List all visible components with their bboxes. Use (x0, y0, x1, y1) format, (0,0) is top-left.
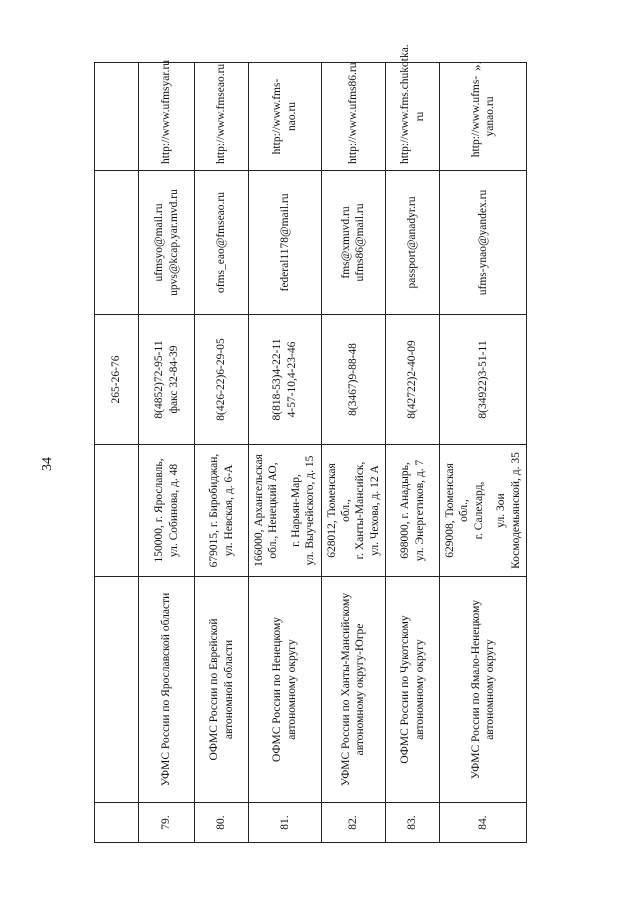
cell-line: г. Ханты-Мансийск, (354, 461, 367, 560)
office-name-cell (95, 577, 139, 803)
address-cell (249, 445, 322, 577)
cell-line: ufmsyo@mail.ru (153, 203, 166, 282)
cell-line: ofms_eao@fmseao.ru (215, 192, 228, 293)
website-cell (139, 59, 195, 171)
table-header-row (95, 63, 139, 843)
phone-cell (249, 315, 322, 445)
office-name-cell (195, 577, 249, 803)
cell-line: http://www.ufmsyar.ru (160, 59, 173, 164)
line-gap (486, 451, 494, 570)
num-cell: 81. (249, 803, 322, 843)
cell-line: автономному округу (413, 639, 426, 740)
email-cell (321, 171, 386, 315)
cell-line: ОФМС России по Ненецкому (271, 617, 284, 763)
num-cell (95, 803, 139, 843)
table-row (139, 63, 195, 843)
cell-line: обл., Ненецкий АО, (267, 462, 280, 559)
num-cell: 82. (321, 803, 386, 843)
cell-line: ОФМС России по Еврейской (208, 618, 221, 761)
address-cell (321, 445, 386, 577)
cell-line: УФМС России по Ямало-Ненецкому (469, 599, 482, 780)
cell-line: http://www.fmseao.ru (215, 63, 228, 164)
table-row (386, 63, 440, 843)
cell-line: 629008, Тюменская обл., (444, 463, 471, 558)
rotated-table-frame (94, 44, 522, 843)
phone-cell (440, 315, 527, 445)
phone-cell (386, 315, 440, 445)
cell-line: http://www.ufms86.ru (347, 62, 360, 164)
cell-line: ул. Невская, д. 6-А (222, 464, 235, 557)
num-cell: 80. (195, 803, 249, 843)
cell-line: 8(426-22)6-29-05 (215, 338, 228, 421)
email-cell (440, 171, 527, 315)
cell-line: 8(34922)3-51-11 (476, 340, 489, 419)
cell-line: 698000, г. Анадырь, (399, 462, 412, 559)
page-number: 34 (40, 457, 55, 471)
cell-line: http://www.ufms-yanao.ru (469, 75, 496, 158)
cell-line: ru (413, 111, 426, 122)
email-cell (139, 171, 195, 315)
cell-line: автономному округу-Югре (354, 623, 367, 756)
address-cell (440, 445, 527, 577)
cell-line: ул. Собинова, д. 48 (167, 463, 180, 558)
cell-line: ул. Чехова, д. 12 А (368, 465, 381, 556)
office-name-cell (139, 577, 195, 803)
cell-line: ufms86@mail.ru (354, 203, 367, 282)
cell-line: ОФМС России по Чукотскому (399, 615, 412, 764)
cell-line: 8(42722)2-40-09 (406, 340, 419, 419)
address-cell (386, 445, 440, 577)
phone-cell (321, 315, 386, 445)
cell-line: автономному округу (285, 639, 298, 740)
line-gap (281, 451, 289, 570)
cell-line: ufms-ynao@yandex.ru (476, 189, 489, 296)
cell-line: ул. Выучейского, д. 15 (304, 455, 317, 566)
num-cell: 83. (386, 803, 440, 843)
cell-line: http://www.fms.chukotka. (399, 44, 412, 164)
website-cell (195, 63, 249, 171)
cell-line: 8(4852)72-95-11 (153, 340, 166, 419)
address-cell (195, 445, 249, 577)
office-name-cell (249, 577, 322, 803)
phone-cell (139, 315, 195, 445)
cell-line: Космодемьянской, д. 35 (509, 452, 522, 569)
num-cell: 84. (440, 803, 527, 843)
cell-line: г. Салехард, (472, 481, 485, 540)
cell-line: upvs@kcap.yar.mvd.ru (167, 189, 180, 296)
website-cell (321, 63, 386, 171)
cell-line: г. Нарьян-Мар, (289, 474, 302, 547)
office-name-cell (440, 577, 527, 803)
cell-line: факс 32-84-39 (167, 345, 180, 414)
table-row (249, 63, 322, 843)
cell-line: ул. Энергетиков, д. 7 (413, 459, 426, 562)
office-name-cell (386, 577, 440, 803)
cell-line: УФМС России по Ханты-Мансийскому (339, 592, 352, 787)
cell-line: 8(3467)9-88-48 (347, 343, 360, 416)
cell-line: 628012, Тюменская обл., (325, 463, 352, 558)
email-cell (386, 171, 440, 315)
cell-line: автономному округу (483, 639, 496, 740)
cell-line: 679015, г. Биробиджан, (208, 453, 221, 568)
cell-line: 4-57-10,4-23-46 (285, 341, 298, 418)
address-cell (139, 445, 195, 577)
cell-line: автономной области (222, 639, 235, 740)
office-name-cell (321, 577, 386, 803)
phone-cell (195, 315, 249, 445)
cell-line: federal1178@mail.ru (278, 193, 291, 292)
website-cell (249, 63, 322, 171)
table-row (321, 63, 386, 843)
closing-quote-mark: ». (468, 61, 484, 71)
table-row (195, 63, 249, 843)
fms-offices-table (94, 44, 527, 843)
email-cell (195, 171, 249, 315)
num-cell: 79. (139, 803, 195, 843)
cell-line: ул. Зои (495, 493, 508, 528)
cell-line: 166000, Архангельская (253, 454, 265, 567)
cell-line: passport@anadyr.ru (406, 196, 419, 289)
cell-line: 150000, г. Ярославль, (153, 458, 166, 563)
email-cell (95, 171, 139, 315)
phone-cell: 265-26-76 (95, 315, 139, 445)
cell-line: 8(818-53)4-22-11 (271, 338, 284, 421)
address-cell (95, 445, 139, 577)
email-cell (249, 171, 322, 315)
website-cell (95, 63, 139, 171)
website-cell (386, 44, 440, 171)
website-cell (440, 63, 527, 171)
cell-line: fms@xmuvd.ru (339, 206, 352, 279)
table-row (440, 63, 527, 843)
cell-line: http://www.fms-nao.ru (271, 78, 298, 155)
cell-line: УФМС России по Ярославской области (160, 592, 173, 787)
